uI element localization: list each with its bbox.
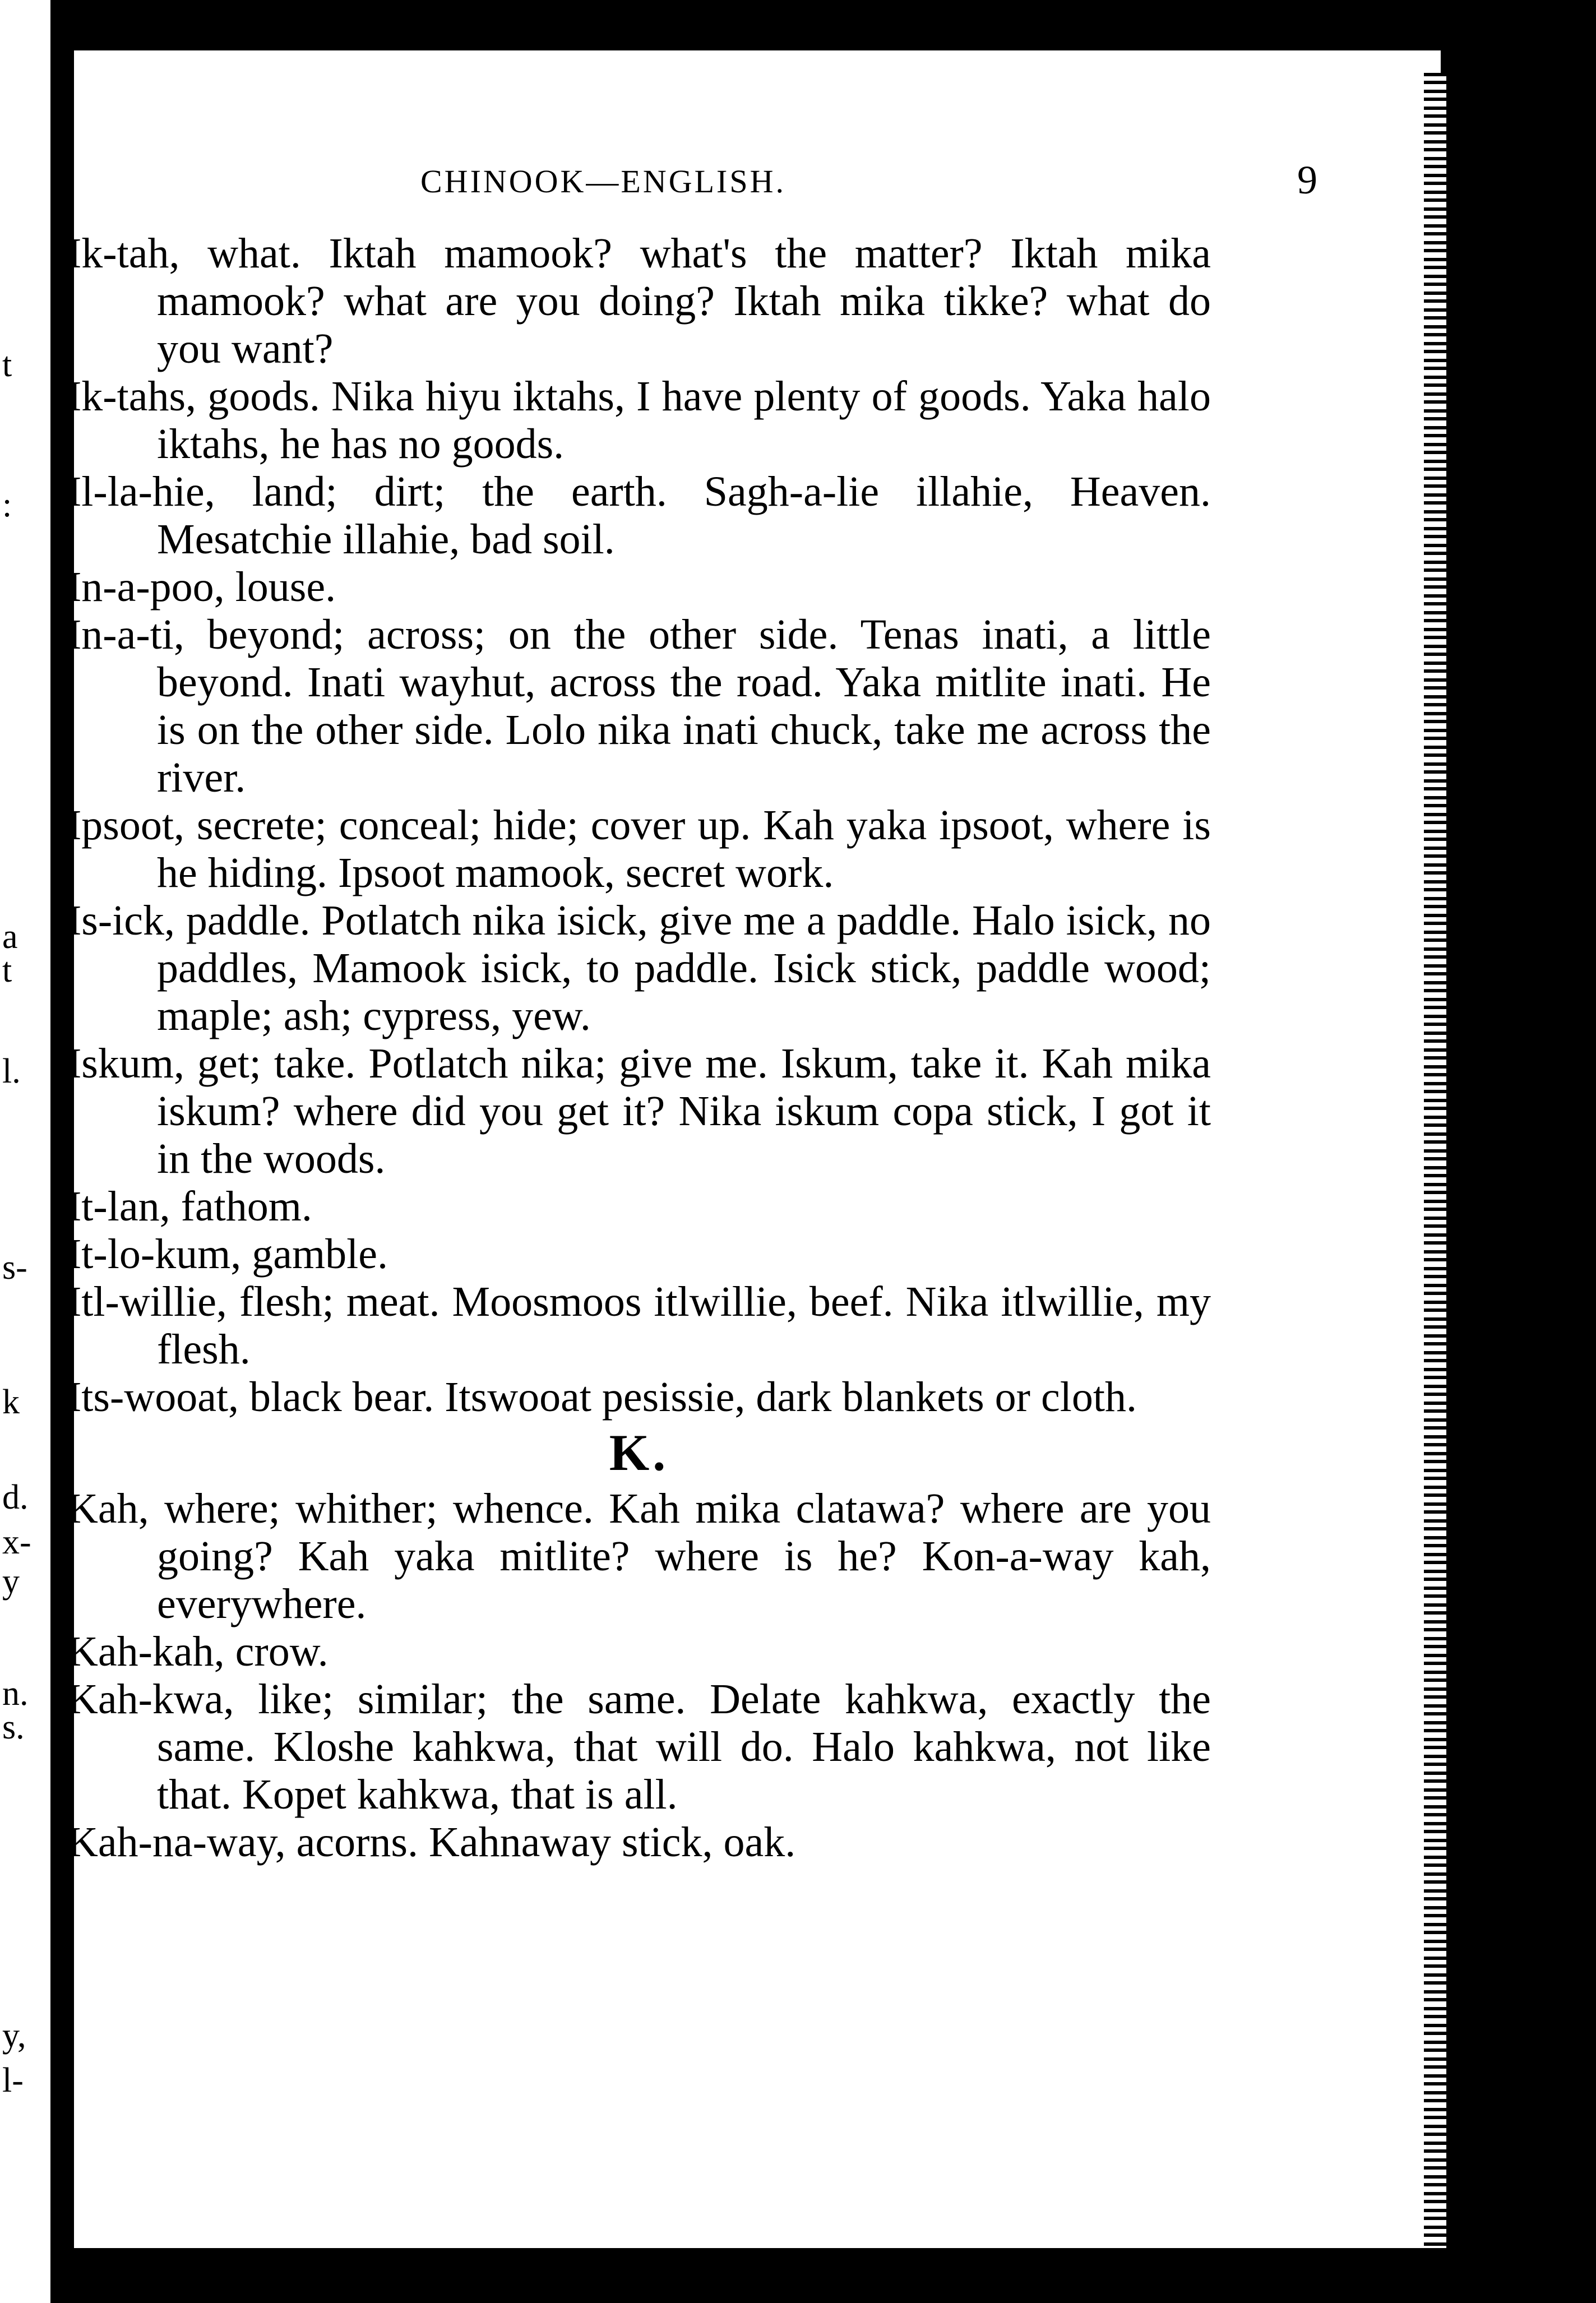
dictionary-entries bbox=[67, 230, 1211, 1866]
facing-page-fragment: n. bbox=[2, 1675, 29, 1713]
dictionary-entry: Ik-tah, what. Iktah mamook? what's the matter? Iktah mika mamook? what are you doing? Iktah mika tikke? what do you want? bbox=[67, 230, 1211, 372]
facing-page-fragment: y, bbox=[2, 2017, 26, 2055]
dictionary-entry: Kah-kwa, like; similar; the same. Delate kahkwa, exactly the same. Kloshe kahkwa, that will do. Halo kahkwa, not like that. Kopet kahkwa, that is all. bbox=[67, 1676, 1211, 1818]
facing-page-fragment: l- bbox=[2, 2061, 24, 2099]
dictionary-entry: In-a-ti, beyond; across; on the other side. Tenas inati, a little beyond. Inati wayhut, across the road. Yaka mitlite inati. He is on the other side. Lolo nika inati chuck, take me across the river. bbox=[67, 611, 1211, 801]
dictionary-entry: Il-la-hie, land; dirt; the earth. Sagh-a-lie illahie, Heaven. Mesatchie illahie, bad soil. bbox=[67, 468, 1211, 563]
facing-page-fragment: y bbox=[2, 1562, 20, 1601]
running-title: CHINOOK—ENGLISH. bbox=[420, 163, 787, 200]
facing-page-fragment: a bbox=[2, 918, 18, 956]
facing-page-fragment: x- bbox=[2, 1523, 31, 1561]
dictionary-entry: In-a-poo, louse. bbox=[67, 563, 336, 611]
dictionary-entry: Kah, where; whither; whence. Kah mika clatawa? where are you going? Kah yaka mitlite? where is he? Kon-a-way kah, everywhere. bbox=[67, 1485, 1211, 1627]
facing-page-fragment: s. bbox=[2, 1708, 25, 1746]
page-edge-shadow bbox=[1424, 73, 1446, 2248]
dictionary-entry: Kah-kah, crow. bbox=[67, 1628, 329, 1675]
dictionary-entry: Itl-willie, flesh; meat. Moosmoos itlwillie, beef. Nika itlwillie, my flesh. bbox=[67, 1278, 1211, 1373]
dictionary-entry: Iskum, get; take. Potlatch nika; give me. Iskum, take it. Kah mika iskum? where did you get it? Nika iskum copa stick, I got it in the woods. bbox=[67, 1040, 1211, 1182]
facing-page-fragment: t bbox=[2, 346, 12, 384]
facing-page-edge bbox=[0, 0, 50, 2303]
page-number: 9 bbox=[1297, 158, 1317, 202]
dictionary-entry: Kah-na-way, acorns. Kahnaway stick, oak. bbox=[67, 1819, 796, 1866]
section-heading-k: K. bbox=[609, 1424, 669, 1481]
facing-page-fragment: k bbox=[2, 1383, 20, 1421]
dictionary-entry: Ipsoot, secrete; conceal; hide; cover up. Kah yaka ipsoot, where is he hiding. Ipsoot mamook, secret work. bbox=[67, 802, 1211, 896]
facing-page-fragment: d. bbox=[2, 1478, 29, 1516]
facing-page-fragment: l. bbox=[2, 1052, 21, 1090]
dictionary-entry: It-lan, fathom. bbox=[67, 1183, 312, 1230]
dictionary-entry: Is-ick, paddle. Potlatch nika isick, give me a paddle. Halo isick, no paddles, Mamook isick, to paddle. Isick stick, paddle wood; maple; ash; cypress, yew. bbox=[67, 897, 1211, 1039]
dictionary-entry: It-lo-kum, gamble. bbox=[67, 1231, 388, 1278]
facing-page-fragment: s- bbox=[2, 1248, 27, 1287]
dictionary-entry: Ik-tahs, goods. Nika hiyu iktahs, I have plenty of goods. Yaka halo iktahs, he has no goods. bbox=[67, 373, 1211, 468]
facing-page-fragment: : bbox=[2, 486, 12, 524]
dictionary-entry: Its-wooat, black bear. Itswooat pesissie, dark blankets or cloth. bbox=[67, 1374, 1137, 1421]
facing-page-fragment: t bbox=[2, 951, 12, 989]
